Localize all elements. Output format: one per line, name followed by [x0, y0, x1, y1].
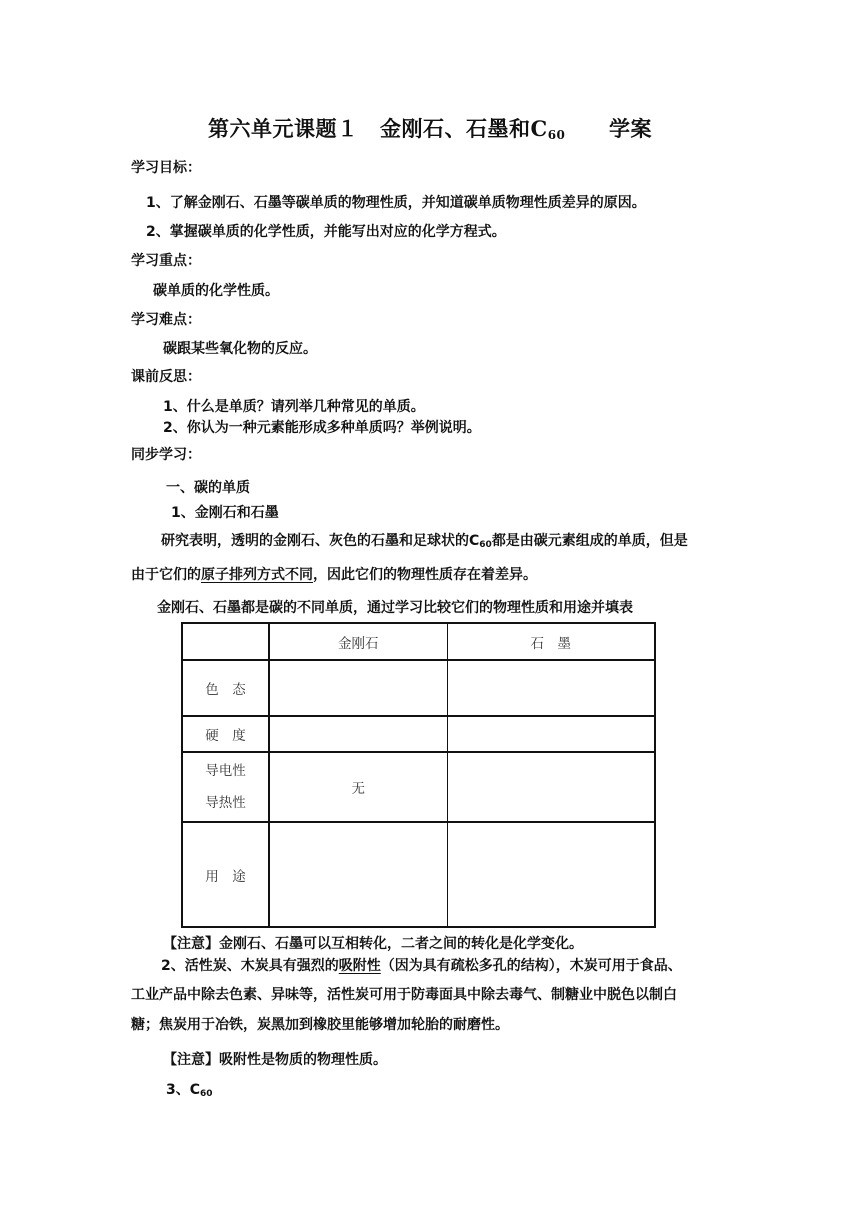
title-main: 第六单元课题１ 金刚石、石墨和C: [207, 116, 548, 141]
cell-diamond-color-state[interactable]: [269, 660, 447, 716]
table-row: [182, 752, 655, 822]
paragraph-2-line-1: 2、活性炭、木炭具有强烈的吸附性（因为具有疏松多孔的结构），木炭可用于食品、: [161, 958, 682, 974]
title-suffix: 学案: [609, 116, 653, 141]
paragraph-2-line-3: 糖；焦炭用于冶铁，炭黑加到橡胶里能够增加轮胎的耐磨性。: [131, 1017, 509, 1033]
paragraph-1-line-1: 研究表明，透明的金刚石、灰色的石墨和足球状的$C_{60}$都是由碳元素组成的单质，但是: [161, 533, 688, 550]
table-intro: 金刚石、石墨都是碳的不同单质，通过学习比较它们的物理性质和用途并填表: [157, 600, 633, 616]
note-2: 【注意】吸附性是物质的物理性质。: [163, 1052, 387, 1068]
cell-diamond-uses[interactable]: [269, 822, 447, 927]
note-1: 【注意】金刚石、石墨可以互相转化，二者之间的转化是化学变化。: [163, 936, 583, 952]
subsection-1-heading: 1、金刚石和石墨: [171, 505, 279, 521]
page-title: [0, 113, 860, 143]
table-row: [182, 660, 655, 716]
title-subscript: 60: [547, 128, 566, 142]
table-header-diamond: 金刚石: [269, 623, 447, 660]
row-label-color-state: 色 态: [182, 660, 269, 716]
reflect-1: 1、什么是单质？请列举几种常见的单质。: [163, 399, 425, 415]
key-label: 学习重点：: [131, 253, 201, 269]
subsection-3-heading: 3、$C_{60}$: [166, 1082, 213, 1099]
key-text: 碳单质的化学性质。: [153, 283, 279, 299]
underlined-term-adsorption: 吸附性: [338, 958, 381, 974]
row-label-uses: 用 途: [182, 822, 269, 927]
sync-label: 同步学习：: [131, 447, 201, 463]
cell-graphite-conductivity[interactable]: [447, 752, 655, 822]
goal-1: 1、了解金刚石、石墨等碳单质的物理性质，并知道碳单质物理性质差异的原因。: [146, 195, 646, 211]
cell-diamond-conductivity[interactable]: 无: [269, 752, 447, 822]
reflect-label: 课前反思：: [131, 369, 201, 385]
row-label-thermal: 导热性: [205, 795, 246, 811]
goals-label: 学习目标：: [131, 160, 201, 176]
difficult-text: 碳跟某些氧化物的反应。: [163, 341, 317, 357]
table-header-graphite: 石 墨: [447, 623, 655, 660]
underlined-term: 原子排列方式不同: [201, 567, 313, 583]
comparison-table: [181, 622, 656, 928]
paragraph-1-line-2: 由于它们的原子排列方式不同，因此它们的物理性质存在着差异。: [131, 567, 537, 583]
cell-graphite-hardness[interactable]: [447, 716, 655, 752]
difficult-label: 学习难点：: [131, 312, 201, 328]
row-label-hardness: 硬 度: [182, 716, 269, 752]
cell-graphite-color-state[interactable]: [447, 660, 655, 716]
cell-graphite-uses[interactable]: [447, 822, 655, 927]
table-row: [182, 716, 655, 752]
reflect-2: 2、你认为一种元素能形成多种单质吗？举例说明。: [163, 420, 481, 436]
part-1-heading: 一、碳的单质: [166, 480, 250, 496]
cell-diamond-hardness[interactable]: [269, 716, 447, 752]
row-label-conductivity: [182, 752, 269, 822]
table-header-row: [182, 623, 655, 660]
goal-2: 2、掌握碳单质的化学性质，并能写出对应的化学方程式。: [146, 224, 506, 240]
table-header-empty: [182, 623, 269, 660]
table-row: [182, 822, 655, 927]
row-label-electric: 导电性: [205, 763, 246, 779]
paragraph-2-line-2: 工业产品中除去色素、异味等，活性炭可用于防毒面具中除去毒气、制糖业中脱色以制白: [131, 987, 677, 1003]
